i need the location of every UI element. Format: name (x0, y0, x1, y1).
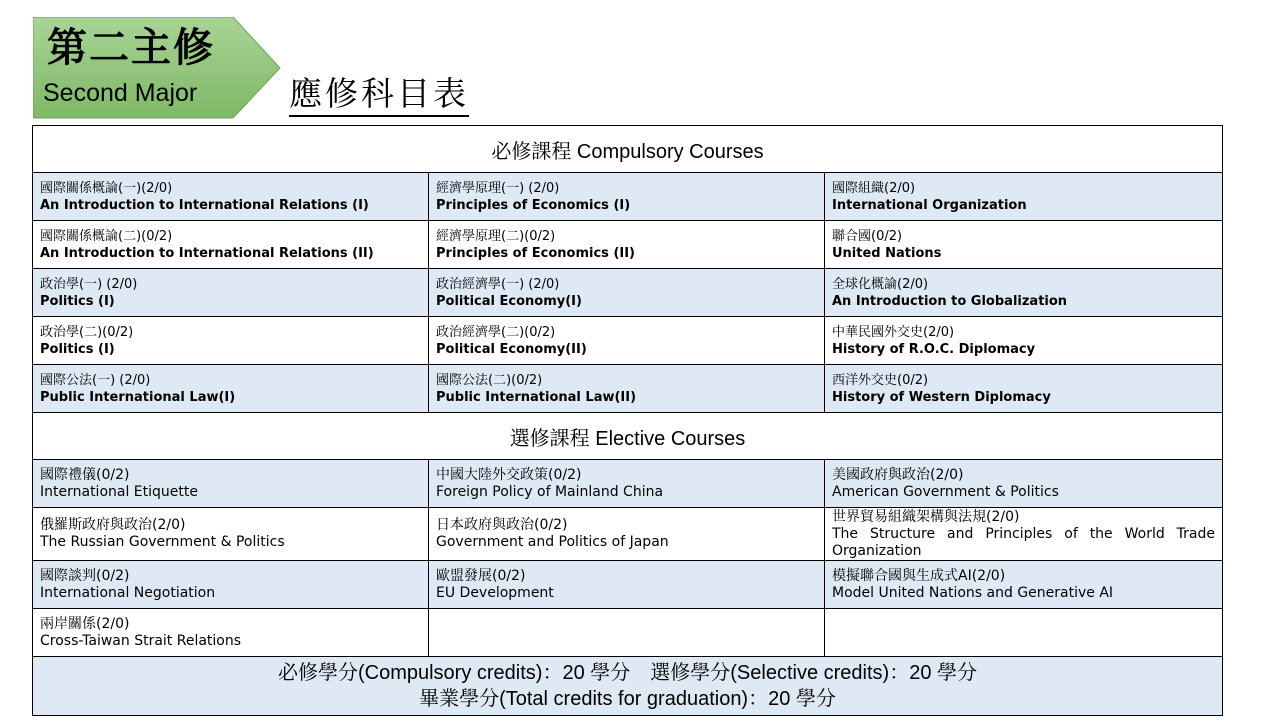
course-name-en: Principles of Economics (I) (436, 197, 631, 213)
course-name-zh: 兩岸關係(2/0) (40, 615, 130, 632)
course-cell (33, 609, 429, 657)
course-name-en: International Organization (832, 197, 1027, 213)
course-name-en: American Government & Politics (832, 483, 1059, 500)
course-name-zh: 政治經濟學(一) (2/0) (436, 276, 560, 292)
elective-header: 選修課程 Elective Courses (33, 413, 1223, 460)
course-name-en: Principles of Economics (II) (436, 245, 635, 261)
course-name-en: Politics (I) (40, 341, 115, 357)
course-name-en: The Russian Government & Politics (40, 534, 285, 550)
course-name-zh: 歐盟發展(0/2) (436, 567, 526, 584)
course-name-zh: 國際談判(0/2) (40, 567, 130, 584)
course-name-en: Government and Politics of Japan (436, 534, 669, 550)
course-name-en: Politics (I) (40, 293, 115, 309)
course-cell (825, 221, 1223, 269)
credits-line-2: 畢業學分(Total credits for graduation)：20 學分 (419, 688, 836, 710)
table-row (33, 460, 1223, 508)
course-name-en: Foreign Policy of Mainland China (436, 483, 664, 500)
course-name-en: EU Development (436, 584, 554, 601)
course-name-zh: 政治學(一) (2/0) (40, 276, 138, 292)
credits-line-1: 必修學分(Compulsory credits)：20 學分 選修學分(Selective credits)：20 學分 (277, 662, 978, 684)
empty-cell (429, 609, 825, 657)
course-name-zh: 全球化概論(2/0) (832, 276, 929, 292)
course-cell (429, 269, 825, 317)
course-cell (825, 269, 1223, 317)
page-subtitle: 應修科目表 (289, 74, 469, 117)
course-name-zh: 模擬聯合國與生成式AI(2/0) (832, 567, 1006, 584)
course-name-zh: 政治經濟學(二)(0/2) (436, 324, 556, 340)
course-name-zh: 國際公法(一) (2/0) (40, 372, 151, 388)
course-name-zh: 國際禮儀(0/2) (40, 466, 130, 483)
course-name-en: An Introduction to Globalization (832, 293, 1068, 309)
course-cell (825, 561, 1223, 609)
table-row (33, 173, 1223, 221)
course-name-zh: 聯合國(0/2) (832, 228, 903, 244)
course-cell (825, 365, 1223, 413)
credits-summary-row (33, 657, 1223, 716)
course-cell (429, 460, 825, 508)
course-cell (33, 173, 429, 221)
course-name-en: International Negotiation (40, 584, 216, 601)
table-row (33, 317, 1223, 365)
course-name-zh: 經濟學原理(一) (2/0) (436, 180, 560, 196)
table-row (33, 221, 1223, 269)
course-cell (33, 221, 429, 269)
course-cell (429, 365, 825, 413)
course-name-en: History of Western Diplomacy (832, 389, 1051, 405)
course-name-zh: 中國大陸外交政策(0/2) (436, 466, 582, 483)
course-name-en: The Structure and Principles of the World Trade Organization (832, 525, 1215, 559)
course-cell (33, 561, 429, 609)
elective-header-row (33, 413, 1223, 460)
course-cell (33, 365, 429, 413)
course-name-en: An Introduction to International Relations (II) (40, 245, 374, 261)
course-cell (429, 561, 825, 609)
course-cell (825, 460, 1223, 508)
course-name-en: Public International Law(II) (436, 389, 637, 405)
course-name-en: Political Economy(I) (436, 293, 582, 309)
course-name-zh: 經濟學原理(二)(0/2) (436, 228, 556, 244)
course-cell (429, 508, 825, 561)
course-name-en: Public International Law(I) (40, 389, 236, 405)
course-name-zh: 西洋外交史(0/2) (832, 372, 929, 388)
course-name-en: Cross-Taiwan Strait Relations (40, 632, 242, 649)
course-name-en: United Nations (832, 245, 942, 261)
course-name-zh: 世界貿易組織架構與法規(2/0) (832, 508, 1020, 525)
course-name-zh: 俄羅斯政府與政治(2/0) (40, 517, 186, 533)
credits-summary (33, 657, 1223, 716)
course-table (32, 125, 1223, 716)
course-name-zh: 美國政府與政治(2/0) (832, 466, 964, 483)
course-cell (33, 269, 429, 317)
course-name-zh: 國際組織(2/0) (832, 180, 916, 196)
second-major-banner (33, 17, 281, 119)
course-cell (33, 317, 429, 365)
course-name-en: International Etiquette (40, 483, 198, 500)
table-row (33, 561, 1223, 609)
course-cell (825, 508, 1223, 561)
compulsory-header-row (33, 126, 1223, 173)
course-name-zh: 政治學(二)(0/2) (40, 324, 134, 340)
course-name-en: An Introduction to International Relations (I) (40, 197, 369, 213)
course-cell (429, 173, 825, 221)
empty-cell (825, 609, 1223, 657)
compulsory-header: 必修課程 Compulsory Courses (33, 126, 1223, 173)
table-row (33, 269, 1223, 317)
course-cell (33, 460, 429, 508)
course-name-zh: 中華民國外交史(2/0) (832, 324, 955, 340)
course-cell (825, 173, 1223, 221)
course-cell (825, 317, 1223, 365)
banner-title-zh: 第二主修 (47, 25, 215, 71)
course-name-zh: 國際關係概論(二)(0/2) (40, 228, 173, 244)
course-name-zh: 國際公法(二)(0/2) (436, 372, 543, 388)
course-name-en: History of R.O.C. Diplomacy (832, 341, 1036, 357)
course-name-zh: 日本政府與政治(0/2) (436, 517, 568, 533)
course-cell (33, 508, 429, 561)
table-row (33, 365, 1223, 413)
course-cell (429, 221, 825, 269)
table-row (33, 508, 1223, 561)
course-cell (429, 317, 825, 365)
course-name-zh: 國際關係概論(一)(2/0) (40, 180, 173, 196)
table-row (33, 609, 1223, 657)
banner-title-en: Second Major (43, 79, 198, 107)
course-name-en: Model United Nations and Generative AI (832, 584, 1114, 601)
course-name-en: Political Economy(II) (436, 341, 587, 357)
